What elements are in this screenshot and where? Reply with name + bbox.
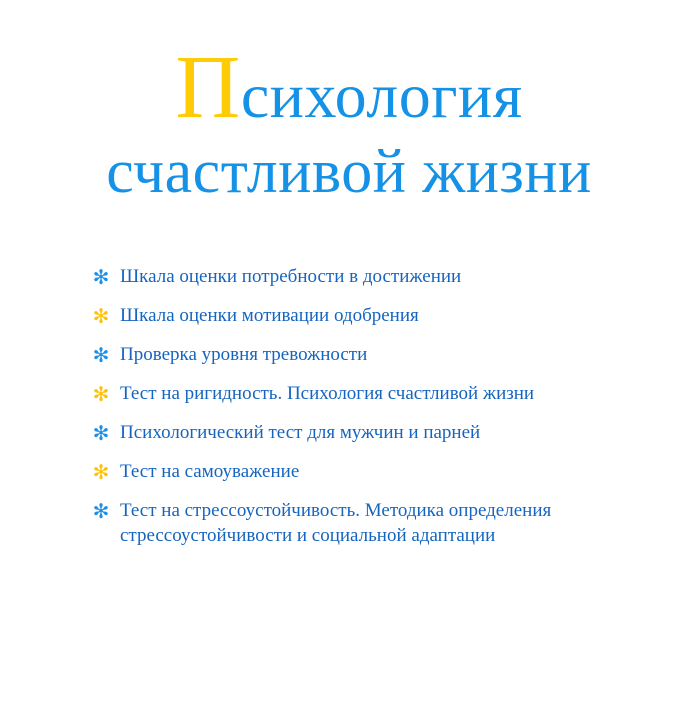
asterisk-icon: ✻ — [92, 499, 110, 523]
asterisk-icon: ✻ — [92, 382, 110, 406]
list-item-link[interactable]: Тест на ригидность. Психология счастливой жизни — [120, 383, 535, 404]
list-item-link[interactable]: Тест на самоуважение — [120, 461, 300, 482]
list-item — [90, 303, 650, 328]
page-title — [0, 38, 698, 210]
asterisk-icon: ✻ — [92, 421, 110, 445]
title-initial-letter: П — [175, 38, 241, 137]
list-item — [90, 459, 650, 484]
list-item-link[interactable]: Проверка уровня тревожности — [120, 344, 368, 365]
list-item — [90, 264, 650, 289]
asterisk-icon: ✻ — [92, 343, 110, 367]
list-item-link[interactable]: Тест на стрессоустойчивость. Методика определения стрессоустойчивости и социальной адаптации — [120, 500, 552, 546]
list-item-link[interactable]: Шкала оценки мотивации одобрения — [120, 305, 419, 326]
test-list — [90, 264, 650, 562]
asterisk-icon: ✻ — [92, 265, 110, 289]
asterisk-icon: ✻ — [92, 460, 110, 484]
list-item-link[interactable]: Психологический тест для мужчин и парней — [120, 422, 481, 443]
list-item-link[interactable]: Шкала оценки потребности в достижении — [120, 266, 462, 287]
list-item — [90, 420, 650, 445]
list-item — [90, 342, 650, 367]
title-line1-rest: сихология — [240, 60, 523, 131]
title-line2: счастливой жизни — [106, 138, 592, 206]
asterisk-icon: ✻ — [92, 304, 110, 328]
list-item — [90, 381, 650, 406]
list-item — [90, 498, 650, 548]
